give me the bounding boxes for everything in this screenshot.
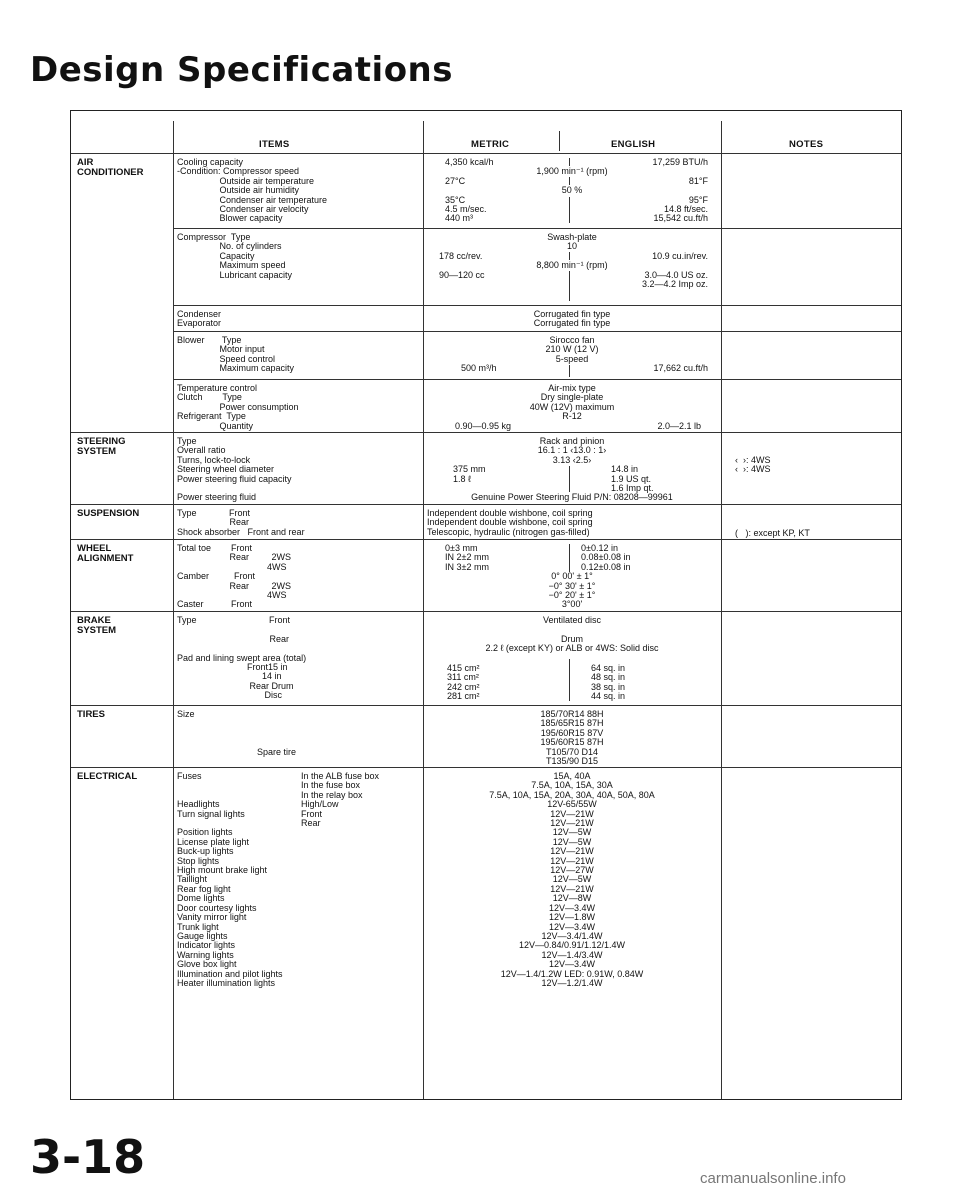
column-divider <box>721 121 722 1099</box>
suspension-notes: ( ): except KP, KT <box>735 528 810 538</box>
brake-english: 64 sq. in 48 sq. in 38 sq. in 44 sq. in <box>591 663 626 702</box>
ac-blower-english: 17,662 cu.ft/h <box>653 363 708 374</box>
ac-cooling-shared: 1,900 min⁻¹ (rpm) 50 % <box>536 166 608 196</box>
ac-blower-metric: 500 m³/h <box>461 363 497 374</box>
wheel-shared: 0° 00' ± 1° −0° 30' ± 1° −0° 20' ± 1° 3°00' <box>548 571 596 610</box>
ac-control-english: 2.0—2.1 lb <box>657 420 701 431</box>
row-rule <box>173 228 901 229</box>
wheel-english: 0±0.12 in 0.08±0.08 in 0.12±0.08 in <box>581 543 631 572</box>
header-english: ENGLISH <box>611 139 656 150</box>
ac-control-metric: 0.90—0.95 kg <box>455 420 512 431</box>
steering-items: Type Overall ratio Turns, lock-to-lock Steering wheel diameter Power steering fluid capacity Power steering fluid <box>177 436 292 503</box>
section-wheel-alignment: WHEEL ALIGNMENT <box>77 543 134 564</box>
ac-compressor-metric: 178 cc/rev. 90—120 cc <box>439 250 485 280</box>
ac-compressor-items: Compressor Type No. of cylinders Capacity Maximum speed Lubricant capacity <box>177 232 293 280</box>
divider <box>569 177 570 185</box>
section-rule <box>71 705 901 706</box>
suspension-items: Type Front Rear Shock absorber Front and rear <box>177 508 305 537</box>
divider <box>569 365 570 377</box>
ac-control-items: Temperature control Clutch Type Power consumption Refrigerant Type Quantity <box>177 383 299 431</box>
electrical-shared: 15A, 40A 7.5A, 10A, 15A, 30A 7.5A, 10A, 15A, 20A, 30A, 40A, 50A, 80A 12V-65/55W 12V—21W 12V—21W 12V—5W 12V—5W 12V—21W 12V—21W 12V—27W 12V—5W 12V—21W 12V—8W 12V—3.4W 12V—1.8W 12V—3.4W 12V—3.4/1.4W 12V—0.84/0.91/1.12/1.4W 12V—1.4/3.4W 12V—3.4W 12V—1.4/1.2W LED: 0.91W, 0.84W 12V—1.2/1.4W <box>489 771 655 988</box>
section-rule <box>71 767 901 768</box>
section-rule <box>71 504 901 505</box>
divider <box>569 158 570 166</box>
section-electrical: ELECTRICAL <box>77 771 138 782</box>
row-rule <box>173 331 901 332</box>
spec-table <box>70 110 902 1100</box>
ac-cooling-metric: 4,350 kcal/h 27°C 35°C 4.5 m/sec. 440 m³ <box>445 157 494 224</box>
section-steering: STEERING SYSTEM <box>77 436 126 457</box>
steering-shared: Rack and pinion 16.1 : 1 ‹13.0 : 1› 3.13 ‹2.5› <box>537 436 607 465</box>
steering-fluid: Genuine Power Steering Fluid P/N: 08208—99961 <box>471 492 673 502</box>
header-items: ITEMS <box>259 139 290 150</box>
page-number: 3-18 <box>30 1130 146 1184</box>
column-divider <box>173 121 174 1099</box>
steering-english: 14.8 in 1.9 US qt. 1.6 Imp qt. <box>611 464 654 494</box>
divider <box>569 544 570 572</box>
section-brake-system: BRAKE SYSTEM <box>77 615 117 636</box>
ac-blower-items: Blower Type Motor input Speed control Maximum capacity <box>177 335 295 374</box>
electrical-items-detail: In the ALB fuse box In the fuse box In the relay box High/Low Front Rear <box>301 771 380 829</box>
divider <box>569 252 570 260</box>
steering-metric: 375 mm 1.8 ℓ <box>453 464 486 484</box>
ac-condenser-items: Condenser Evaporator <box>177 309 222 329</box>
brake-items: Type Front Rear Pad and lining swept area (total) Front15 in 14 in Rear Drum Disc <box>177 615 307 701</box>
section-suspension: SUSPENSION <box>77 508 140 519</box>
header-metric: METRIC <box>471 139 510 150</box>
ac-condenser-shared: Corrugated fin type Corrugated fin type <box>533 309 611 329</box>
wheel-metric: 0±3 mm IN 2±2 mm IN 3±2 mm <box>445 543 489 572</box>
section-rule <box>71 432 901 433</box>
section-rule <box>71 539 901 540</box>
brake-metric: 415 cm² 311 cm² 242 cm² 281 cm² <box>447 663 480 702</box>
page-title: Design Specifications <box>30 50 453 90</box>
suspension-shared: Independent double wishbone, coil spring Independent double wishbone, coil spring Telescopic, hydraulic (nitrogen gas-filled) <box>427 508 593 537</box>
header-notes: NOTES <box>789 139 824 150</box>
tires-items: Size Spare tire <box>177 709 297 757</box>
divider <box>569 197 570 223</box>
wheel-items: Total toe Front Rear 2WS 4WS Camber Front Rear 2WS 4WS Caster Front <box>177 543 292 610</box>
row-rule <box>173 379 901 380</box>
divider <box>569 659 570 701</box>
metric-english-divider <box>559 131 560 151</box>
ac-compressor-shared: Swash-plate 10 8,800 min⁻¹ (rpm) <box>536 232 608 271</box>
brake-shared: Ventilated disc Drum 2.2 ℓ (except KY) or ALB or 4WS: Solid disc <box>485 615 659 654</box>
header-rule <box>71 153 901 154</box>
ac-compressor-english: 10.9 cu.in/rev. 3.0—4.0 US oz. 3.2—4.2 Imp oz. <box>641 250 708 290</box>
ac-cooling-items: Cooling capacity -Condition: Compressor speed Outside air temperature Outside air humidity Condenser air temperature Condenser air velocity Blower capacity <box>177 157 328 224</box>
section-rule <box>71 611 901 612</box>
tires-shared: 185/70R14 88H 185/65R15 87H 195/60R15 87V 195/60R15 87H T105/70 D14 T135/90 D15 <box>540 709 604 767</box>
section-air-conditioner: AIR CONDITIONER <box>77 157 144 178</box>
ac-blower-shared: Sirocco fan 210 W (12 V) 5-speed <box>545 335 599 364</box>
watermark: carmanualsonline.info <box>700 1170 846 1187</box>
ac-control-shared: Air-mix type Dry single-plate 40W (12V) maximum R-12 <box>529 383 615 422</box>
divider <box>569 466 570 492</box>
divider <box>569 271 570 301</box>
electrical-items: Fuses Headlights Turn signal lights Position lights License plate light Buck-up lights Stop lights High mount brake light Taillight Rear fog light Dome lights Door courtesy lights Vanity mirror light Trunk light Gauge lights Indicator lights Warning lights Glove box light Illumination and pilot lights Heater illumination lights <box>177 771 283 988</box>
section-tires: TIRES <box>77 709 105 720</box>
steering-notes: ‹ ›: 4WS ‹ ›: 4WS <box>735 455 771 475</box>
row-rule <box>173 305 901 306</box>
ac-cooling-english: 17,259 BTU/h 81°F 95°F 14.8 ft/sec. 15,542 cu.ft/h <box>652 157 708 224</box>
